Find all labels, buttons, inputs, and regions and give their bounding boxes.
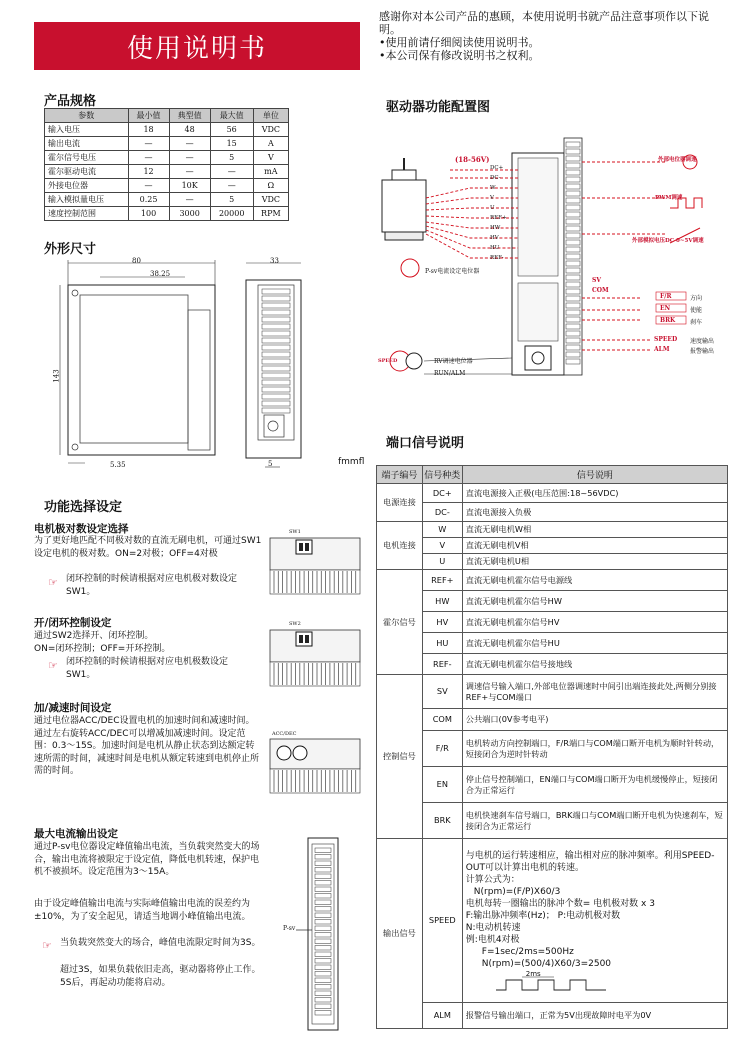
terminal-block (566, 226, 580, 231)
terminal-labels (490, 163, 510, 263)
terminal-block (262, 324, 290, 329)
psv-label: P-sv (283, 925, 296, 932)
fr-cn: 方向 (690, 295, 703, 302)
fr-label: F/R (660, 293, 672, 300)
ports-heading: 端口信号说明 (386, 436, 465, 451)
en-cn: 使能 (690, 307, 703, 314)
terminal-block (566, 324, 580, 329)
terminal-block (315, 1004, 331, 1009)
terminal-block (315, 907, 331, 912)
group-output: 输出信号 (377, 839, 423, 1029)
sig-dc-plus: DC+ (422, 484, 462, 503)
intro-line: 感谢你对本公司产品的惠顾，本使用说明书就产品注意事项作以下说明。 (379, 10, 709, 36)
dim-5: 5 (268, 460, 273, 468)
loop-note: 闭环控制的时候请根据对应电机极数设定SW1。 (66, 657, 229, 680)
terminal-block (262, 408, 290, 413)
terminal-block (262, 310, 290, 315)
spec-col-header: 最小值 (128, 109, 169, 123)
spec-cell: — (169, 193, 210, 207)
terminal-block (315, 959, 331, 964)
brk-cn: 刹车 (690, 319, 703, 326)
spec-row (45, 165, 289, 179)
group-power: 电源连接 (377, 484, 423, 522)
term-ref-minus: REF- (490, 255, 504, 261)
term-dc-minus: DC- (490, 175, 501, 181)
sig-fr: F/R (422, 731, 462, 767)
desc-w: 直流无刷电机W相 (462, 522, 727, 538)
sig-w: W (422, 522, 462, 538)
group-control: 控制信号 (377, 675, 423, 839)
loop-text-1: 通过SW2选择开、闭环控制。 (34, 631, 154, 641)
terminal-block (566, 359, 580, 364)
spec-cell: 56 (210, 123, 253, 137)
term-u: U (490, 205, 495, 211)
sig-ref-plus: REF+ (422, 570, 462, 591)
term-w: W (490, 185, 496, 191)
pulse-wave (496, 974, 636, 992)
desc-v: 直流无刷电机V相 (462, 538, 727, 554)
sw2-label: SW2 (289, 621, 301, 627)
speed-icon-label: SPEED (378, 358, 398, 364)
sig-hw: HW (422, 591, 462, 612)
desc-u: 直流无刷电机U相 (462, 554, 727, 570)
dimension-drawing (40, 255, 350, 470)
terminal-block (566, 282, 580, 287)
acc-dec-label: ACC/DEC (272, 731, 297, 737)
desc-hv: 直流无刷电机霍尔信号HV (462, 612, 727, 633)
alm-cn: 报警输出 (690, 348, 715, 355)
spec-cell: — (128, 151, 169, 165)
spec-cell: — (210, 179, 253, 193)
terminal-block (262, 303, 290, 308)
terminal-block (315, 952, 331, 957)
col-signal-type: 信号种类 (422, 466, 462, 484)
spec-cell: Ω (253, 179, 288, 193)
terminal-block (566, 184, 580, 189)
terminal-block (315, 861, 331, 866)
spec-cell: — (169, 165, 210, 179)
spec-cell: VDC (253, 193, 288, 207)
rv-pot-label: RV调速电位器 (434, 358, 473, 365)
spec-col-header: 典型值 (169, 109, 210, 123)
speed-out-label: SPEED (654, 336, 678, 343)
spec-row (45, 193, 289, 207)
terminal-block (315, 874, 331, 879)
terminal-block (262, 401, 290, 406)
terminal-block (262, 373, 290, 378)
spec-cell: — (128, 179, 169, 193)
desc-hu: 直流无刷电机霍尔信号HU (462, 633, 727, 654)
pole-title: 电机极对数设定选择 (34, 523, 129, 535)
spec-col-header: 参数 (45, 109, 129, 123)
terminal-block (566, 345, 580, 350)
terminal-block (315, 939, 331, 944)
terminal-block (315, 887, 331, 892)
spec-cell: 15 (210, 137, 253, 151)
terminal-block (315, 972, 331, 977)
current-text-3: 当负载突然变大的场合，峰值电流限定时间为3S。 (60, 938, 261, 948)
spec-row (45, 137, 289, 151)
pole-text: 为了更好地匹配不同极对数的直流无刷电机，可通过SW1设定电机的极对数。ON=2对极；OFF=4对极 (34, 536, 262, 559)
spec-cell: — (210, 165, 253, 179)
term-dc-plus: DC+ (490, 165, 504, 171)
current-text-2: 由于设定峰值输出电流与实际峰值输出电流的误差约为±10%，为了安全起见，请适当地调小峰值输出电流。 (34, 899, 251, 922)
current-text-1: 通过P-sv电位器设定峰值输出电流，当负载突然变大的场合，输出电流将被限定于设定值，降低电机转速，保护电机不被损坏。设定范围为3～15A。 (34, 842, 260, 877)
speed-line-1: 与电机的运行转速相应，输出相对应的脉冲频率。利用SPEED-OUT可以计算出电机的转速。 (465, 850, 715, 873)
terminal-block (262, 380, 290, 385)
spec-cell: RPM (253, 207, 288, 221)
speed-line-2: 计算公式为： (465, 874, 520, 885)
spec-cell: 100 (128, 207, 169, 221)
spec-cell: 霍尔驱动电流 (45, 165, 129, 179)
dim-33: 33 (270, 257, 279, 265)
dim-80: 80 (132, 257, 141, 265)
terminal-block (315, 1011, 331, 1016)
terminal-block (315, 920, 331, 925)
terminal-block (262, 296, 290, 301)
psv-note: P-sv电流设定电位器 (425, 268, 480, 275)
terminal-block (566, 338, 580, 343)
sig-hu: HU (422, 633, 462, 654)
terminal-block (566, 142, 580, 147)
terminal-block (566, 247, 580, 252)
terminal-block (262, 331, 290, 336)
spec-cell: 霍尔信号电压 (45, 151, 129, 165)
sig-v: V (422, 538, 462, 554)
terminal-block (566, 205, 580, 210)
spec-cell: — (128, 137, 169, 151)
terminal-block (566, 261, 580, 266)
sw1-thumbnail (268, 530, 364, 596)
dimensions-heading: 外形尺寸 (44, 242, 97, 257)
sig-brk: BRK (422, 803, 462, 839)
terminal-block (566, 191, 580, 196)
spec-row (45, 123, 289, 137)
speed-line-4: 电机每转一圈输出的脉冲个数= 电机极对数 x 3 (465, 898, 655, 909)
terminal-block (566, 296, 580, 301)
terminal-block (315, 933, 331, 938)
desc-brk: 电机快速刹车信号端口，BRK端口与COM端口断开电机为快速刹车，短接闭合为正常运行 (462, 803, 727, 839)
current-title: 最大电流输出设定 (34, 828, 118, 840)
spec-cell: mA (253, 165, 288, 179)
unit-label: fmmfl (338, 457, 365, 467)
spec-col-header: 最大值 (210, 109, 253, 123)
spec-row (45, 179, 289, 193)
terminal-block (566, 219, 580, 224)
terminal-block (566, 317, 580, 322)
spec-cell: 12 (128, 165, 169, 179)
terminal-block (566, 233, 580, 238)
pulse-label: 2ms (525, 969, 541, 978)
spec-cell: 输出电流 (45, 137, 129, 151)
spec-cell: V (253, 151, 288, 165)
terminal-block (315, 913, 331, 918)
terminal-block (262, 317, 290, 322)
sig-alm: ALM (422, 1003, 462, 1029)
terminal-block (315, 926, 331, 931)
pulse-diagram (466, 970, 724, 992)
terminal-block (566, 198, 580, 203)
sig-hv: HV (422, 612, 462, 633)
terminal-block (566, 170, 580, 175)
speed-line-5: F:输出脉冲频率(Hz)； P:电动机极对数 (465, 910, 621, 921)
sig-dc-minus: DC- (422, 503, 462, 522)
desc-speed (462, 839, 727, 1003)
terminal-block (315, 946, 331, 951)
warning-hand-icon: ☞ (48, 659, 58, 672)
loop-text-2: ON=闭环控制；OFF=开环控制。 (34, 644, 171, 654)
desc-ref-minus: 直流无刷电机霍尔信号接地线 (462, 654, 727, 675)
spec-cell: 输入电压 (45, 123, 129, 137)
spec-cell: 输入模拟量电压 (45, 193, 129, 207)
terminal-block (262, 289, 290, 294)
terminal-block (315, 868, 331, 873)
term-hu: HU (490, 245, 500, 251)
terminal-block (262, 387, 290, 392)
terminal-block (315, 965, 331, 970)
spec-cell: 外接电位器 (45, 179, 129, 193)
terminal-block (315, 991, 331, 996)
term-hw: HW (490, 225, 501, 231)
spec-row (45, 151, 289, 165)
spec-col-header: 单位 (253, 109, 288, 123)
spec-cell: A (253, 137, 288, 151)
col-terminal: 端子编号 (377, 466, 423, 484)
terminal-block (566, 163, 580, 168)
speed-line-3: N(rpm)=(F/P)X60/3 (473, 886, 561, 897)
intro-notice (379, 10, 724, 62)
accel-title: 加/减速时间设定 (34, 702, 112, 714)
brk-label: BRK (660, 317, 676, 324)
desc-fr: 电机转动方向控制端口，F/R端口与COM端口断开电机为顺时针转动，短接闭合为逆时针转动 (462, 731, 727, 767)
terminal-block (315, 855, 331, 860)
analog-label: 外部模拟电压DC 0~5V调速 (632, 238, 704, 244)
spec-cell: 5 (210, 193, 253, 207)
psv-thumbnail (306, 836, 340, 1032)
spec-cell: VDC (253, 123, 288, 137)
sig-sv: SV (422, 675, 462, 709)
desc-ref-plus: 直流无刷电机霍尔信号电源线 (462, 570, 727, 591)
terminal-block (566, 289, 580, 294)
desc-dc-minus: 直流电源接入负极 (462, 503, 727, 522)
sw1-label: SW1 (289, 529, 301, 535)
desc-sv: 调速信号输入端口,外部电位器调速时中间引出端连接此处,两侧分别接REF+与COM端口 (462, 675, 727, 709)
group-hall: 霍尔信号 (377, 570, 423, 675)
specs-heading: 产品规格 (44, 94, 97, 109)
sw2-thumbnail (268, 622, 364, 688)
dim-38-25: 38.25 (150, 270, 171, 278)
terminal-block (315, 894, 331, 899)
terminal-block (262, 338, 290, 343)
sig-speed: SPEED (422, 839, 462, 1003)
spec-cell: 18 (128, 123, 169, 137)
supply-voltage: (18-56V) (455, 155, 490, 164)
terminal-block (315, 900, 331, 905)
current-text-4: 超过3S，如果负载依旧走高，驱动器将停止工作。5S后，再起动功能将启动。 (60, 965, 261, 988)
accel-text: 通过电位器ACC/DEC设置电机的加速时间和减速时间。通过左右旋转ACC/DEC可以增减加减速时间。设定范围：0.3～15S。加速时间是电机从静止状态到达额定转速所需的时间，减速时间是电机从额定转速到电机停止所需的时间。 (34, 716, 260, 776)
sig-u: U (422, 554, 462, 570)
spec-cell: 3000 (169, 207, 210, 221)
speed-cn: 速度输出 (690, 338, 715, 345)
term-hv: HV (490, 235, 499, 241)
dim-143: 143 (52, 369, 61, 383)
dim-5-35: 5.35 (110, 461, 126, 469)
acc-dec-thumbnail (268, 733, 364, 795)
spec-row (45, 207, 289, 221)
terminal-block (566, 310, 580, 315)
spec-cell: 10K (169, 179, 210, 193)
terminal-block (315, 985, 331, 990)
terminal-block (566, 275, 580, 280)
terminal-block (262, 359, 290, 364)
alm-out-label: ALM (654, 346, 670, 353)
spec-cell: 20000 (210, 207, 253, 221)
warning-hand-icon: ☞ (42, 939, 52, 952)
desc-alm: 报警信号输出端口，正常为5V出现故障时电平为0V (462, 1003, 727, 1029)
spec-cell: 48 (169, 123, 210, 137)
term-v: V (490, 195, 494, 201)
warning-hand-icon: ☞ (48, 576, 58, 589)
term-ref-plus: REF+ (490, 215, 507, 221)
spec-cell: — (169, 137, 210, 151)
spec-cell: 0.25 (128, 193, 169, 207)
pwm-label: PWM调速 (655, 195, 683, 201)
desc-hw: 直流无刷电机霍尔信号HW (462, 591, 727, 612)
specs-table (44, 108, 289, 221)
sig-ref-minus: REF- (422, 654, 462, 675)
terminal-block (262, 352, 290, 357)
terminal-block (566, 254, 580, 259)
terminal-block (566, 177, 580, 182)
wiring-heading: 驱动器功能配置图 (386, 100, 491, 115)
speed-line-9: N(rpm)=(500/4)X60/3=2500 (481, 958, 612, 969)
terminal-block (315, 978, 331, 983)
loop-title: 开/闭环控制设定 (34, 617, 112, 629)
terminal-block (566, 352, 580, 357)
terminal-block (566, 331, 580, 336)
terminal-block (315, 998, 331, 1003)
spec-cell: — (169, 151, 210, 165)
pole-note: 闭环控制的时候请根据对应电机极对数设定SW1。 (66, 574, 238, 597)
spec-cell: 5 (210, 151, 253, 165)
terminal-block (566, 240, 580, 245)
desc-dc-plus: 直流电源接入正极(电压范围:18~56VDC) (462, 484, 727, 503)
terminal-block (262, 366, 290, 371)
speed-line-7: 例:电机4对极 (465, 934, 520, 945)
ext-pot-label: 外部电位器调速 (658, 157, 697, 163)
port-table (376, 465, 728, 1029)
terminal-block (566, 212, 580, 217)
desc-en: 停止信号控制端口，EN端口与COM端口断开为电机缓慢停止，短接闭合为正常运行 (462, 767, 727, 803)
run-alm-label: RUN/ALM (434, 370, 466, 377)
psv-pointer (296, 928, 312, 932)
intro-bullet-2: •本公司保有修改说明书之权利。 (379, 49, 540, 62)
terminal-block (262, 394, 290, 399)
spec-cell: 速度控制范围 (45, 207, 129, 221)
com-label: COM (592, 287, 609, 294)
speed-line-6: N:电动机转速 (465, 922, 521, 933)
functions-heading: 功能选择设定 (44, 500, 123, 515)
intro-bullet-1: •使用前请仔细阅读使用说明书。 (379, 36, 540, 49)
group-motor: 电机连接 (377, 522, 423, 570)
terminal-block (262, 345, 290, 350)
terminal-block (315, 881, 331, 886)
sig-en: EN (422, 767, 462, 803)
terminal-block (566, 303, 580, 308)
terminal-block (315, 848, 331, 853)
speed-line-8: F=1sec/2ms=500Hz (481, 946, 574, 957)
desc-com: 公共端口(0V参考电平) (462, 709, 727, 731)
terminal-block (566, 156, 580, 161)
col-signal-desc: 信号说明 (462, 466, 727, 484)
sv-label: SV (592, 277, 601, 284)
sig-com: COM (422, 709, 462, 731)
page-title: 使用说明书 (34, 22, 360, 70)
en-label: EN (660, 305, 671, 312)
terminal-block (566, 268, 580, 273)
terminal-block (566, 149, 580, 154)
